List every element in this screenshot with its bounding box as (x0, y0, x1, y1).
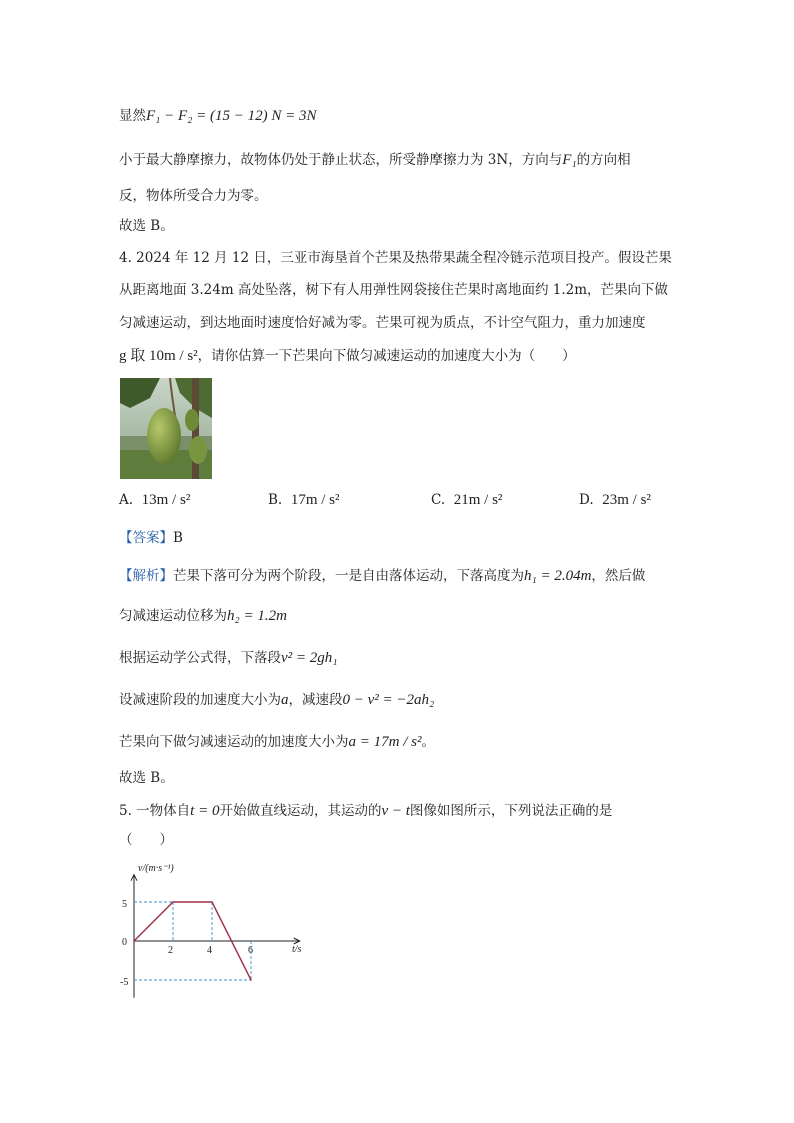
data-point-2 (211, 901, 213, 903)
y-tick-5: 5 (122, 899, 127, 910)
x-tick-4: 4 (207, 945, 212, 956)
x-tick-2: 2 (168, 945, 173, 956)
analysis-line-3: 根据运动学公式得，下落段v² = 2gh₁ (119, 650, 338, 666)
velocity-time-chart (116, 858, 316, 1008)
data-point-1 (172, 901, 174, 903)
chart-ylabel: v/(m·s⁻¹) (138, 863, 174, 874)
answer-line (119, 528, 183, 548)
x-tick-6: 6 (248, 945, 253, 956)
analysis-line-1: 【解析】芒果下落可分为两个阶段，一是自由落体运动，下落高度为h₁ = 2.04m，然后做 (119, 568, 646, 584)
force-difference-formula: F₁ − F₂ = (15 − 12) N = 3N (146, 108, 317, 124)
analysis-line-5: 芒果向下做匀减速运动的加速度大小为a = 17m / s²。 (119, 734, 435, 750)
answer-value: B (173, 530, 183, 546)
q4-line-1: 4. 2024 年 12 月 12 日，三亚市海垦首个芒果及热带果蔬全程冷链示范项目投产。假设芒果 (119, 250, 672, 266)
option-b[interactable]: B. 17m / s² (268, 492, 340, 508)
formula-line-net-force: 显然F₁ − F₂ = (15 − 12) N = 3N (119, 108, 317, 124)
analysis-line-2: 匀减速运动位移为h₂ = 1.2m (119, 608, 287, 624)
q4-line-4: g 取 10m / s²，请你估算一下芒果向下做匀减速运动的加速度大小为（ ） (119, 348, 576, 364)
analysis-line-4: 设减速阶段的加速度大小为a，减速段0 − v² = −2ah₂ (119, 692, 435, 708)
mango-photo (120, 378, 212, 479)
analysis-conclusion: 故选 B。 (119, 770, 174, 786)
answer-tag: 【答案】 (119, 530, 173, 546)
chart-xlabel: t/s (292, 944, 302, 955)
answer-choice-line: 故选 B。 (119, 218, 174, 234)
option-c[interactable]: C. 21m / s² (431, 492, 503, 508)
data-point-3 (250, 979, 252, 981)
q4-line-3: 匀减速运动，到达地面时速度恰好减为零。芒果可视为质点，不计空气阻力，重力加速度 (119, 315, 646, 331)
text-line-net-zero: 反，物体所受合力为零。 (119, 188, 268, 204)
data-point-0 (133, 940, 135, 942)
q5-line-2: （ ） (119, 832, 173, 848)
y-tick-0: 0 (122, 937, 127, 948)
option-d[interactable]: D. 23m / s² (579, 492, 651, 508)
q4-line-2: 从距离地面 3.24m 高处坠落，树下有人用弹性网袋接住芒果时离地面约 1.2m，芒果向下做 (119, 282, 669, 298)
y-tick-neg5: -5 (120, 977, 129, 988)
option-a[interactable]: A. 13m / s² (119, 492, 191, 508)
q5-line-1: 5. 一物体自t = 0开始做直线运动，其运动的v − t图像如图所示，下列说法正确的是 (119, 803, 613, 819)
text-line-static-friction: 小于最大静摩擦力，故物体仍处于静止状态，所受静摩擦力为 3N，方向与F₁的方向相 (119, 152, 631, 168)
analysis-tag: 【解析】 (119, 568, 173, 584)
